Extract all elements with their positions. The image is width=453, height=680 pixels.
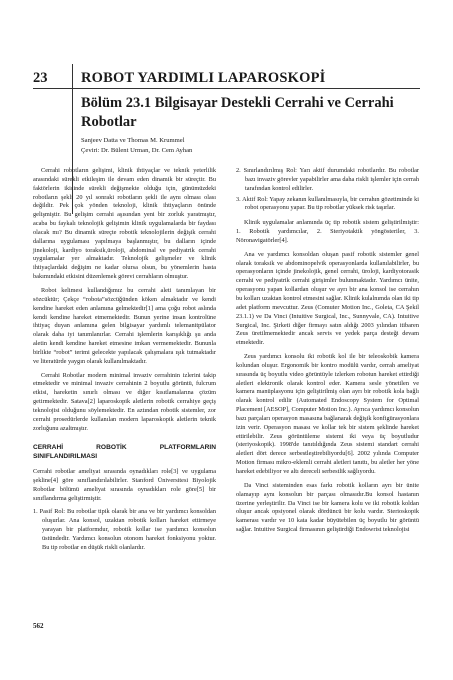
header-horizontal-rule (33, 88, 420, 89)
role-list (33, 508, 216, 552)
role-list-continued (236, 167, 419, 213)
paragraph: Klinik uygulamalar anlamında üç tip robotik sistem geliştirilmiştir: 1. Robotik yardımcılar, 2. Steriyotaktik yöngösteriler, 3. Nöronavigatörler[4]. (236, 219, 419, 244)
paragraph: Cerrahi robotlar ameliyat sırasında oynadıkları role[3] ve uygulama şekline[4] göre sınıflandırılabilirler. Stanford Üniversitesi Biyolojik Robotlar bölümü ameliyat sırasında oynadıkları role göre[5] bir sınıflandırma geliştirmiştir. (33, 468, 216, 502)
left-column (33, 167, 216, 559)
page-number: 562 (33, 622, 44, 630)
list-item: 1. Pasif Rol: Bu robotlar tipik olarak bir ana ve bir yardımcı konsoldan oluşurlar. Ana konsol, uzaktan robotik kolları hareket ettirmeye yarayan bir platformdur, robotik kollar ise yardımcı konsolun üstündedir. Yardımcı konsolun otonom hareket fonksiyonu yoktur. Bu tip robotlar en düşük riskli olanlardır. (33, 508, 216, 551)
paragraph: Robot kelimesi kullandığımız bu cerrahi aleti tanımlayan bir sözcüktür; Çekçe “robota”sözcüğünden köken almaktadır ve kendi kendine hareket eden anlamına gelmektedir[1] ama çoğu robot aslında kendi kendine hareket etmemektedir. Bunun yerine insan kontrolüne ihtiyaç duyan anlamına gelen bilgisayar yardımlı telemanitpülator olarak daha iyi tanımlanırlar. Cerrahi işlemlerin karışıklığı şu anda aletin kendi kendine hareket etmesine imkan vermemektedir. Bununla birlikte “robot” terimi gelecekte yapılacak çalışmalara ışık tutmaktadır ve literatürde yaygın olarak kullanılmaktadır. (33, 286, 216, 365)
chapter-number: 23 (33, 70, 48, 86)
list-item: 3. Aktif Rol: Yapay zekanın kullanılmasıyla, bir cerrahın gözetiminde ki robot operasyonu yapar. Bu tip robotlar yüksek risk taşırlar. (236, 195, 419, 212)
section-heading: CERRAHİ ROBOTİK PLATFORMLARIN SINIFLANDIRILMASI (33, 444, 216, 461)
paragraph: Zeus yardımcı konsolu iki robotik kol ile bir teleoskobik kamera kolundan oluşur. Ergonomik bir kontro modülü vardır, cerrah ameliyat sırasında üç boyutlu video görüntüyle izlerken robotun hareket ettirdiği aletleri elektronik olarak kontrol eder. Kamera sesle yönetilen ve kamera manüplasyonu için geliştirilmiş olan ayrı bir robotik kola bağlı olarak kontrol edilir (Automated Endoscopy System for Optimal Placement [AESOP], Computer Motion Inc.). Ayrıca yardımcı konsolun bazı parçaları operasyon masasına bağlanarak değişik konfigürasyonlara izin verir. Operasyon masası ve kollar tek bir sistem şeklinde hareket ettirilebilir. Zeus görüntüleme sistemi iki veya üç boyutludur (steriyoskopik). 1998'de tanıtıldığında Zeus sistemi standart cerrahi aletleri dört derece serbestleştirebiliyordu[6]. 2002 yılında Computer Motion firması mikro-eklemli cerrahi aletleri tanıttı, bu aletler her yöne hareket edebiliyor ve altı dereceli serbestlik sağlıyordu. (236, 353, 419, 475)
authors: Sanjeev Datta ve Thomas M. Krummel (81, 137, 185, 144)
list-item: 2. Sınırlandırılmış Rol: Yarı aktif durumdaki robotlardır. Bu robotlar bazı invaziv görevler yapabilirler ama daha riskli işlemler için cerrah tarafından kontrol edilirler. (236, 167, 419, 192)
paragraph: Ana ve yardımcı konsoldan oluşan pasif robotik sistemler genel olarak toraksik ve abdominopelvik operasyonlarda kullanılabilirler, bu operasyonların içinde jinekolojik, genel cerrahi, üroloji, kardiyotorasik cerrahi ve pediyatrik cerrahi girişimler bulunmaktadır. Yardımcı ünite, operasyonu yapan kollardan oluşur ve ayrı bir ana konsol ise cerrahın bu kolları uzaktan kontrol etmesini sağlar. Klinik kulalnımda olan iki tip adet platform mevcuttur. Zeus (Comuter Motion Inc., Goleta, CA Şekil 23.1.1) ve Da Vinci (Intuitive Surgical, Inc., Sunnyvale, CA). Intuitive Surgical, Inc. Şirketi diğer firmayı satın aldığı 2003 yılından itibaren Zeus üretilmemektedir ancak servis ve yedek parça desteği devam etmektedir. (236, 250, 419, 347)
section-title: Bölüm 23.1 Bilgisayar Destekli Cerrahi ve Cerrahi Robotlar (81, 95, 394, 130)
chapter-title: ROBOT YARDIMLI LAPAROSKOPİ (81, 70, 326, 86)
paragraph: Cerrahi robotların gelişimi, klinik ihtiyaçlar ve teknik yeterlilik arasındaki sürekli etkileşim ile devam eden dinamik bir süreçtir. Bu faktörlerin ikisinde sürekli değişmekte olduğu için, günümüzdeki robotların şekli 20 yıl sonraki robotların şekli ile aynı olması olası değildir. Pek çok yönden teknoloji, klinik ihtiyaçların önünde gelişmiştir. Bu gelişim cerrahi aşısından yeni bir zorluk yaratmıştır, acaba bu faykalı teknolojik gelişimin klinik uygulamalarda bir faydası olacak mı? Bu dinamik süreçte robotik teknolojilerin değişik cerrahi dallarına uygulaması yapılmaya başlanmıştır, bu dalların içinde jinekoloji, kardiyo toraksik,üroloji, abdominal ve pediyatrik cerrahi uygulamalar yer almaktadır. Teknolojik gelişmeler ve klinik ihtiyaçlardaki değişim ne kadar olursa olsun, bu yönemlerin hasta bakımındaki etkisini düzenlemek görevi cerrahların olmuştur. (33, 167, 216, 281)
paragraph: Da Vinci sisteminden esas farkı robotik kolların ayrı bir ünite olamayıp aynı konsolun bir parçası olmasıdır.Bu konsol hastanın üzerine yerleştirilir. Da Vinci ise bir kamera kolu ve iki robotik koldan oluşur ancak opsiyonel olarak dördüncü bir kolu vardır. Sterioskopik kamerası vardır ve 10 kata kadar büyütebilen üç boyutlu bir görüntü sağlar. Intuitive Surgical firmasının geliştirdiği Endowrist teknolojisi (236, 481, 419, 534)
translators: Çeviri: Dr. Bülent Urman, Dr. Cem Ayhan (81, 146, 193, 154)
right-column (236, 167, 419, 540)
paragraph: Cerrahi Robotlar modern minimal invaziv cerrahinin izlerini takip etmektedir ve minimal invaziv cerrahinin 2 boyutlu görüntü, fulcrum etkisi, hareketin sınırlı olması ve diğer kısıtlamalarına çözüm getirmektedir. Satava[2] laparoskopik aletlerin robotik cerrahiye geçiş teknolojisi olduğunu söylemektedir. En aztından robotik sistemler, zor cerrahi prosedürlerde kullanılan modern laparoskopik aletlerin teknik zorluğunu azaltmıştır. (33, 371, 216, 432)
author-block (81, 136, 192, 155)
